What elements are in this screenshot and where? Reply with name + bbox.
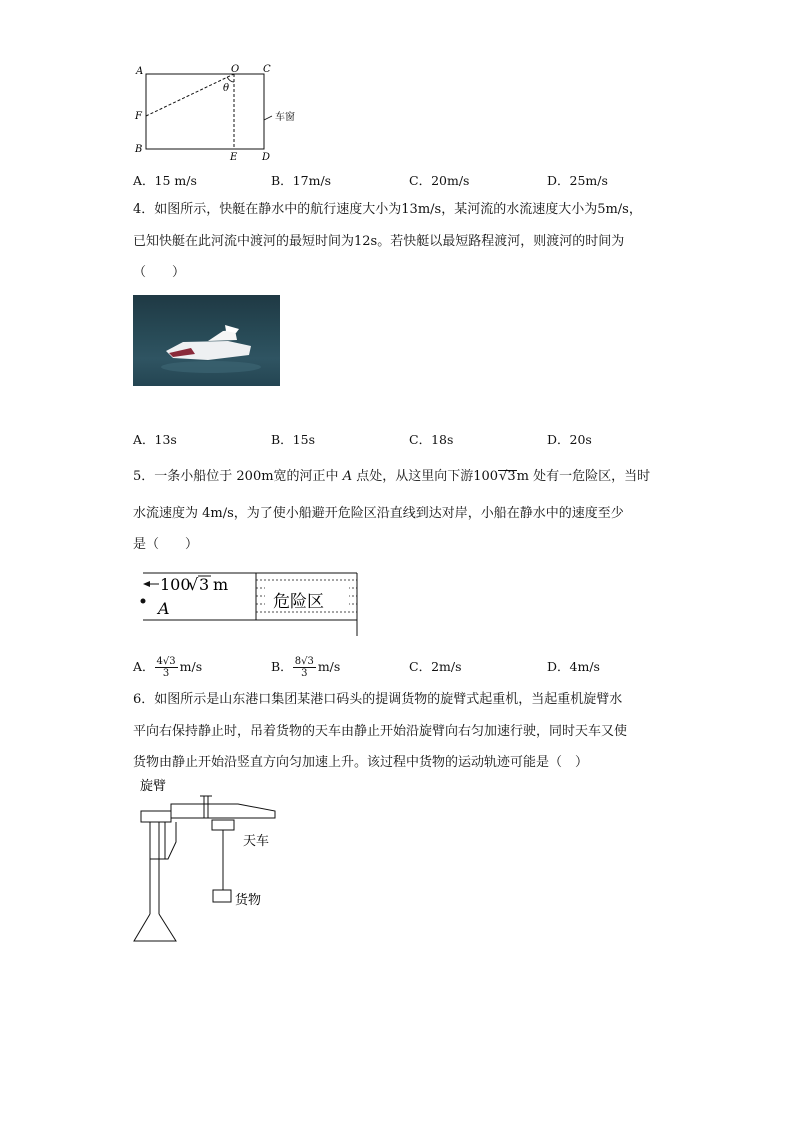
distance-sqrt-value: 3 (199, 575, 210, 594)
point-e-label: E (230, 152, 238, 163)
river-danger-diagram (133, 568, 363, 640)
q5-option-b (271, 652, 340, 682)
fig-point-a-label: A (158, 599, 170, 618)
q4-text-line2: 已知快艇在此河流中渡河的最短时间为12s。若快艇以最短路程渡河，则渡河的时间为 (133, 234, 625, 249)
crane-diagram (128, 774, 288, 946)
point-a-label: A (136, 66, 144, 77)
q5-option-a (133, 652, 202, 682)
q3-option-d: D．25m/s (547, 173, 608, 188)
crane-base (134, 914, 176, 941)
q5-sqrt-value: 3 (507, 469, 516, 484)
q5-option-a-fraction: $\frac{4√3}{3}$ (156, 656, 176, 679)
q5-point-a: A (342, 469, 353, 484)
q5-option-b-num: 8 (294, 656, 302, 667)
speedboat-photo (133, 295, 280, 386)
q4-text-line3: （ ） (133, 265, 186, 280)
point-f-label: F (135, 111, 142, 122)
q5-option-d: D．4m/s (547, 659, 600, 674)
q5-sqrt-3: √3 (499, 469, 516, 484)
q5-option-b-sqrt: 3 (307, 656, 314, 667)
window-geometry-diagram (130, 62, 310, 166)
q5-text-line3: 是（ ） (133, 537, 199, 552)
boat-hull (166, 341, 251, 360)
distance-number: 100 (160, 575, 191, 594)
q5-text-line2: 水流速度为 4m/s，为了使小船避开危险区沿直线到达对岸，小船在静水中的速度至少 (133, 506, 624, 521)
q5-text-line1-b: 点处，从这里向下游100 (352, 469, 499, 484)
window-pointer (264, 116, 272, 120)
danger-zone-label: 危险区 (273, 592, 324, 612)
window-rectangle (146, 74, 264, 149)
speedboat-illustration (133, 295, 280, 386)
point-c-label: C (263, 64, 271, 75)
q5-text-line1 (133, 467, 650, 487)
distance-arrowhead (143, 581, 150, 587)
q4-option-c: C．18s (409, 432, 454, 447)
q5-option-c: C．2m/s (409, 659, 462, 674)
q5-option-a-num: 4 (156, 656, 163, 667)
arm-label: 旋臂 (140, 779, 167, 794)
distance-unit: m (213, 575, 229, 594)
crane-arm (171, 804, 275, 818)
q5-text-line1-a: 5．一条小船位于 200m宽的河正中 (133, 469, 343, 484)
q5-option-a-den: 3 (162, 668, 170, 679)
point-o-label: O (231, 64, 240, 75)
crane-head (141, 811, 171, 822)
q6-text-line2: 平向右保持静止时，吊着货物的天车由静止开始沿旋臂向右匀加速行驶，同时天车又使 (133, 724, 628, 739)
q5-option-a-label: A． (133, 659, 155, 674)
q5-option-a-sqrt: 3 (169, 656, 176, 667)
angle-arc (227, 77, 234, 82)
q3-option-b: B．17m/s (271, 173, 332, 188)
q5-option-b-den: 3 (301, 668, 308, 679)
q6-text-line3: 货物由静止开始沿竖直方向匀加速上升。该过程中货物的运动轨迹可能是（ ） (133, 755, 589, 770)
q5-option-b-unit: m/s (317, 659, 341, 674)
boat-point-a (141, 599, 146, 604)
q3-option-a: A．15 m/s (133, 173, 197, 188)
q3-option-c: C．20m/s (409, 173, 470, 188)
q4-option-a: A．13s (133, 432, 177, 447)
crane-head-body (150, 822, 176, 859)
q6-text-line1: 6．如图所示是山东港口集团某港口码头的提调货物的旋臂式起重机，当起重机旋臂水 (133, 692, 623, 707)
distance-sqrt-sign: √ (188, 575, 199, 594)
cargo-box (213, 890, 231, 902)
trolley-label: 天车 (243, 834, 270, 849)
q5-text-line1-c: m 处有一危险区，当时 (516, 469, 651, 484)
dashed-line-fo (146, 74, 234, 116)
q5-option-a-unit: m/s (179, 659, 203, 674)
point-b-label: B (135, 144, 143, 155)
q4-option-d: D．20s (547, 432, 592, 447)
angle-theta-label: θ (223, 83, 230, 94)
q4-text-line1: 4．如图所示，快艇在静水中的航行速度大小为13m/s，某河流的水流速度大小为5m/s， (133, 202, 642, 217)
point-d-label: D (262, 152, 271, 163)
q4-option-b: B．15s (271, 432, 316, 447)
window-label: 车窗 (275, 112, 295, 123)
q5-option-b-label: B． (271, 659, 293, 674)
trolley-box (212, 820, 234, 830)
boat-reflection (161, 361, 261, 373)
q5-option-b-fraction: $\frac{8√3}{3}$ (294, 656, 314, 679)
cargo-label: 货物 (235, 893, 262, 908)
